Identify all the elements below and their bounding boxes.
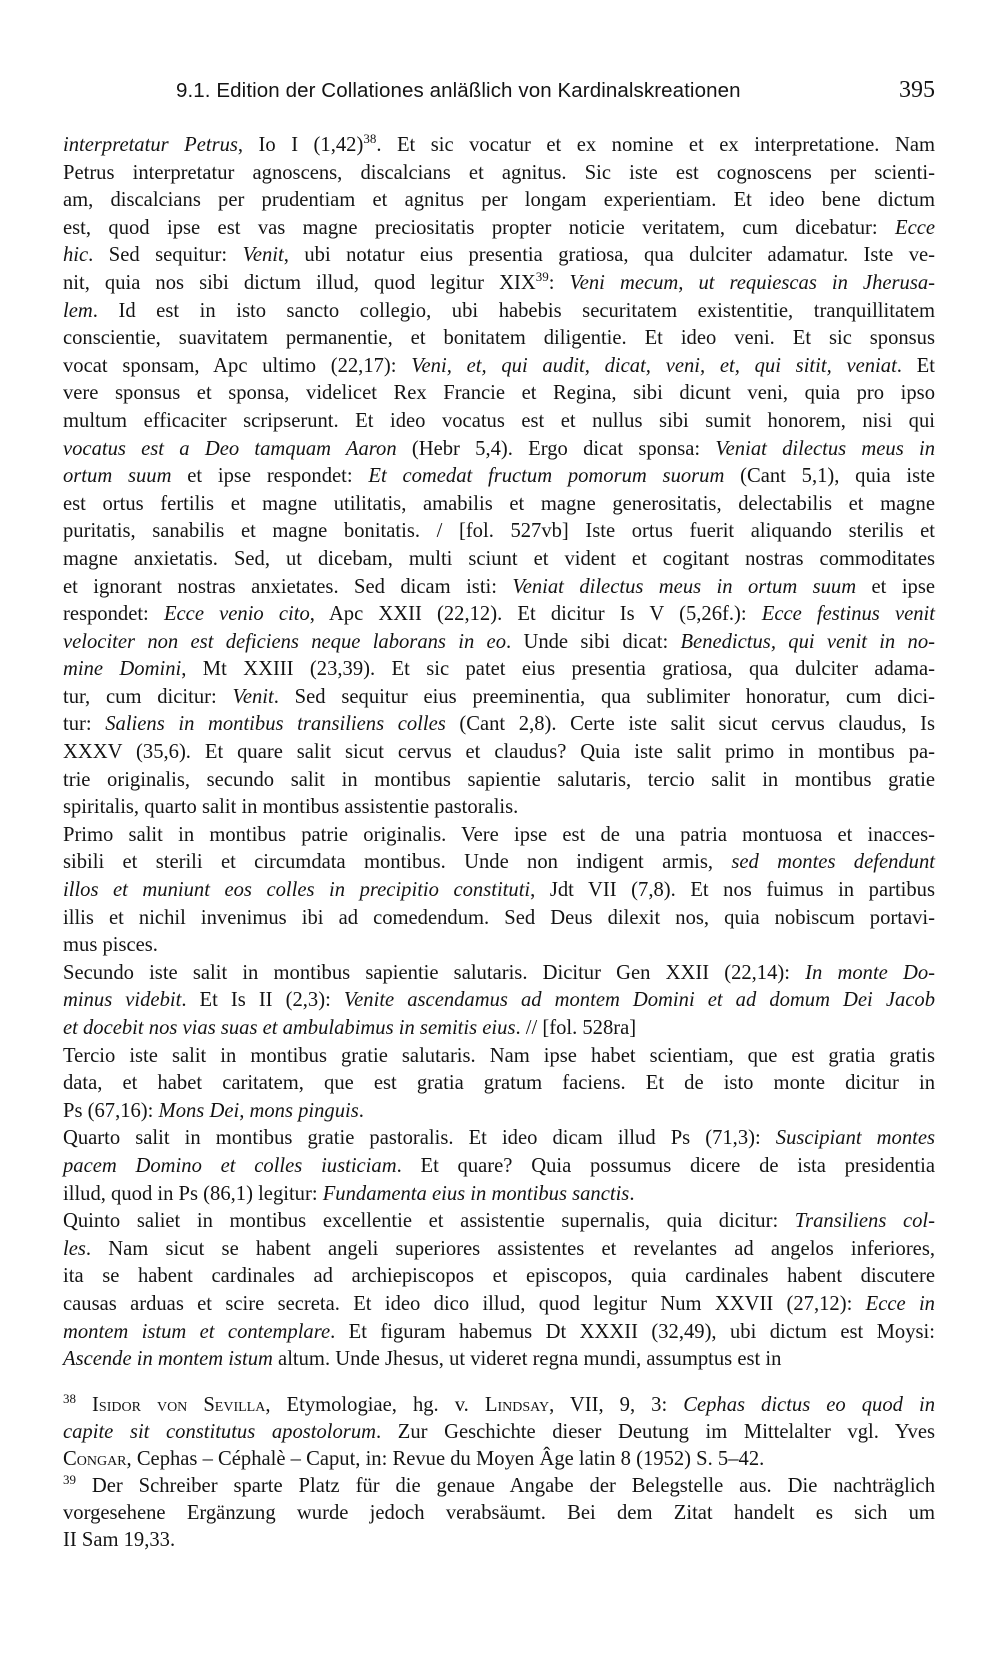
- footnote-line: [63, 1419, 935, 1446]
- text-segment: . Sed sequitur eius preeminentia, qua sublimiter honoratur, cum dici-: [273, 685, 935, 708]
- text-line: [63, 849, 935, 877]
- text-segment: . Et sic vocatur et ex nomine et ex interpretatione. Nam: [376, 134, 935, 156]
- italic-quotation: In monte Do-: [805, 961, 935, 984]
- text-line: [63, 877, 935, 905]
- text-line: [63, 822, 935, 850]
- text-line: [63, 160, 935, 188]
- footnote-line: [63, 1527, 935, 1554]
- text-line: [63, 325, 935, 353]
- footnotes: [63, 1392, 935, 1554]
- text-segment: illis et nichil invenimus ibi ad comedendum. Sed Deus dilexit nos, quia nobiscum portavi-: [63, 906, 935, 929]
- text-segment: (Hebr 5,4). Ergo dicat sponsa:: [396, 437, 716, 460]
- text-segment: (Cant 5,1), quia iste: [724, 465, 936, 488]
- text-segment: , Etymologiae, hg. v.: [265, 1394, 485, 1416]
- text-segment: [76, 1394, 92, 1416]
- text-segment: . Id est in isto sancto collegio, ubi habebis securitatem existentitie, tranquillitatem: [92, 299, 935, 322]
- text-segment: . Unde sibi dicat:: [506, 630, 681, 653]
- page-header: [63, 71, 935, 111]
- text-segment: , Mt XXIII (23,39). Et sic patet eius presentia gratiosa, qua dulciter adama-: [181, 658, 935, 681]
- text-segment: . Et Is II (2,3):: [181, 989, 344, 1012]
- footnote-line: [63, 1473, 935, 1500]
- text-segment: , Io I (1,42): [237, 134, 364, 156]
- italic-quotation: Veni, et, qui audit, dicat, veni, et, qui sitit, veniat: [411, 354, 897, 377]
- text-line: [63, 215, 935, 243]
- text-segment: , Jdt VII (7,8). Et nos fuimus in partibus: [530, 879, 935, 902]
- italic-quotation: illos et muniunt eos colles in precipitio constituti: [63, 879, 531, 902]
- text-line: [63, 546, 935, 574]
- text-segment: vocat sponsam, Apc ultimo (22,17):: [63, 354, 412, 377]
- text-line: [63, 380, 935, 408]
- italic-quotation: vocatus est a Deo tamquam Aaron: [63, 437, 397, 460]
- text-line: [63, 629, 935, 657]
- italic-quotation: Venite ascendamus ad montem Domini et ad domum Dei Jacob: [343, 989, 935, 1012]
- italic-quotation: Venit: [232, 685, 274, 708]
- text-segment: Primo salit in montibus patrie originalis. Vere ipse est de una patria montuosa et inacces-: [63, 823, 935, 846]
- italic-quotation: Mons Dei, mons pinguis: [158, 1099, 359, 1122]
- text-segment: Secundo iste salit in montibus sapientie salutaris. Dicitur Gen XXII (22,14):: [63, 961, 806, 984]
- text-segment: Quinto saliet in montibus excellentie et assistentie supernalis, quia dicitur:: [63, 1210, 795, 1233]
- text-line: [63, 684, 935, 712]
- footnote-marker: 39: [535, 269, 549, 285]
- italic-quotation: Fundamenta eius in montibus sanctis: [322, 1182, 630, 1205]
- italic-quotation: pacem Domino et colles iusticiam: [63, 1154, 397, 1177]
- text-line: [63, 1181, 935, 1209]
- italic-quotation: Et comedat fructum pomorum suorum: [368, 465, 725, 488]
- text-line: [63, 242, 935, 270]
- text-segment: . // [fol. 528ra]: [515, 1017, 637, 1039]
- text-line: [63, 767, 935, 795]
- text-line: [63, 1208, 935, 1236]
- italic-quotation: les: [63, 1237, 86, 1260]
- text-segment: . Zur Geschichte dieser Deutung im Mittelalter vgl. Yves: [376, 1421, 935, 1443]
- text-segment: Petrus interpretatur agnoscens, discalcians et agnitus. Sic iste est cognoscens per scienti-: [63, 161, 935, 184]
- text-segment: causas arduas et scire secreta. Et ideo dico illud, quod legitur Num XXVII (27,12):: [63, 1292, 866, 1315]
- italic-quotation: Cephas dictus eo quod in: [683, 1394, 935, 1416]
- italic-quotation: lem: [63, 299, 93, 322]
- text-segment: XXXV (35,6). Et quare salit sicut cervus et claudus? Quia iste salit primo in montibus pa-: [63, 741, 935, 764]
- text-segment: . Nam sicut se habent angeli superiores assistentes et revelantes ad angelos inferiores,: [85, 1237, 935, 1260]
- text-segment: (Cant 2,8). Certe iste salit sicut cervus claudus, Is: [445, 713, 935, 736]
- text-line: [63, 905, 935, 933]
- text-segment: ita se habent cardinales ad archiepiscopos et episcopos, quia cardinales habent discutere: [63, 1265, 935, 1288]
- text-segment: Der Schreiber sparte Platz für die genaue Angabe der Belegstelle aus. Die nachträglich: [76, 1475, 935, 1497]
- text-segment: :: [548, 271, 570, 294]
- text-segment: et ipse respondet:: [171, 465, 369, 488]
- text-segment: am, discalcians per prudentiam et agnitus per longam experientiam. Et ideo bene dictum: [63, 189, 935, 212]
- text-segment: magne anxietatis. Sed, ut dicebam, multi sciunt et vident et cogitant nostras commoditates: [63, 547, 935, 570]
- text-line: [63, 298, 935, 326]
- italic-quotation: Veniat dilectus meus in: [715, 437, 935, 460]
- text-line: [63, 1098, 935, 1126]
- italic-quotation: interpretatur Petrus: [63, 134, 238, 156]
- text-line: [63, 1125, 935, 1153]
- main-text: [63, 132, 935, 1374]
- text-line: [63, 601, 935, 629]
- text-segment: II Sam 19,33.: [63, 1529, 176, 1551]
- author-name: Lindsay: [484, 1394, 550, 1416]
- text-segment: . Sed sequitur:: [88, 244, 243, 267]
- italic-quotation: Benedictus, qui venit in no-: [680, 630, 935, 653]
- text-segment: .: [629, 1182, 635, 1205]
- text-segment: . Et quare? Quia possumus dicere de ista presidentia: [396, 1154, 935, 1177]
- italic-quotation: Ecce in: [865, 1292, 935, 1315]
- author-name: Congar: [63, 1448, 127, 1470]
- italic-quotation: capite sit constitutus apostolorum: [63, 1421, 376, 1443]
- text-segment: spiritalis, quarto salit in montibus assistentie pastoralis.: [63, 796, 519, 819]
- text-line: [63, 436, 935, 464]
- text-segment: et ignorant nostras anxietates. Sed dicam isti:: [63, 575, 513, 598]
- text-segment: est ortus fertilis et magne utilitatis, amabilis et magne generositatis, delectabilis et magne: [63, 492, 935, 515]
- text-segment: Ps (67,16):: [63, 1099, 159, 1122]
- italic-quotation: ortum suum: [63, 465, 172, 488]
- text-line: [63, 1263, 935, 1291]
- italic-quotation: minus videbit: [63, 989, 182, 1012]
- text-line: [63, 353, 935, 381]
- text-segment: est, quod ipse est vas magne preciositatis propter noticie veritatem, cum dicebatur:: [63, 216, 895, 239]
- text-line: [63, 960, 935, 988]
- text-segment: mus pisces.: [63, 934, 158, 957]
- footnote-line: [63, 1446, 935, 1473]
- text-line: [63, 132, 935, 160]
- text-line: [63, 656, 935, 684]
- text-segment: nit, quia nos sibi dictum illud, quod legitur XIX: [63, 271, 536, 294]
- text-line: [63, 932, 935, 960]
- italic-quotation: Venit: [242, 244, 284, 267]
- italic-quotation: mine Domini: [63, 658, 182, 681]
- text-line: [63, 1319, 935, 1347]
- text-line: [63, 463, 935, 491]
- text-segment: illud, quod in Ps (86,1) legitur:: [63, 1182, 323, 1205]
- text-segment: . Et figuram habemus Dt XXXII (32,49), ubi dictum est Moysi:: [330, 1320, 935, 1343]
- italic-quotation: Transiliens col-: [794, 1210, 935, 1233]
- text-segment: vere sponsus et sponsa, videlicet Rex Francie et Regina, sibi dicunt veni, quia pro ipso: [63, 382, 935, 405]
- author-name: Isidor von Sevilla: [92, 1394, 266, 1416]
- text-line: [63, 1043, 935, 1071]
- text-line: [63, 187, 935, 215]
- italic-quotation: Ecce: [894, 216, 935, 239]
- text-segment: .: [358, 1099, 364, 1122]
- footnote-marker: 39: [63, 1472, 76, 1488]
- italic-quotation: Saliens in montibus transiliens colles: [105, 713, 446, 736]
- footnote-line: [63, 1500, 935, 1527]
- text-line: [63, 1291, 935, 1319]
- italic-quotation: Veni mecum, ut requiescas in Jherusa-: [569, 271, 935, 294]
- text-segment: respondet:: [63, 603, 164, 626]
- text-segment: , ubi notatur eius presentia gratiosa, qua dulciter adamatur. Iste ve-: [283, 244, 935, 267]
- italic-quotation: Ecce venio cito: [163, 603, 310, 626]
- text-line: [63, 794, 935, 822]
- text-segment: Tercio iste salit in montibus gratie salutaris. Nam ipse habet scientiam, que est gratia gratis: [63, 1044, 935, 1067]
- italic-quotation: Ecce festinus venit: [761, 603, 936, 626]
- italic-quotation: Veniat dilectus meus in ortum suum: [512, 575, 857, 598]
- footnote-marker: 38: [363, 131, 377, 147]
- footnote-marker: 38: [63, 1391, 76, 1407]
- italic-quotation: montem istum et contemplare: [63, 1320, 331, 1343]
- text-segment: data, et habet caritatem, que est gratia gratum faciens. Et de isto monte dicitur in: [63, 1072, 935, 1095]
- text-segment: puritatis, sanabilis et magne bonitatis. / [fol. 527vb] Iste ortus fuerit aliquando sterilis et: [63, 520, 935, 543]
- text-segment: conscientie, suavitatem permanentie, et bonitatem diligentie. Et ideo veni. Et sic sponsus: [63, 327, 935, 350]
- text-line: [63, 711, 935, 739]
- page-number: 395: [899, 77, 935, 103]
- text-line: [63, 491, 935, 519]
- text-line: [63, 987, 935, 1015]
- italic-quotation: et docebit nos vias suas et ambulabimus in semitis eius: [63, 1017, 516, 1039]
- text-segment: sibili et sterili et circumdata montibus. Unde non indigent armis,: [63, 851, 732, 874]
- text-segment: . Et: [896, 354, 935, 377]
- text-segment: vorgesehene Ergänzung wurde jedoch verabsäumt. Bei dem Zitat handelt es sich um: [63, 1502, 935, 1524]
- text-segment: tur:: [63, 713, 106, 736]
- text-segment: et ipse: [856, 575, 935, 598]
- italic-quotation: hic: [63, 244, 89, 267]
- italic-quotation: velociter non est deficiens neque laborans in eo: [63, 630, 506, 653]
- text-segment: , Apc XXII (22,12). Et dicitur Is V (5,26f.):: [309, 603, 762, 626]
- text-line: [63, 574, 935, 602]
- text-line: [63, 1015, 935, 1043]
- text-line: [63, 270, 935, 298]
- text-line: [63, 739, 935, 767]
- text-line: [63, 1153, 935, 1181]
- text-segment: Quarto salit in montibus gratie pastoralis. Et ideo dicam illud Ps (71,3):: [63, 1127, 776, 1150]
- text-line: [63, 518, 935, 546]
- text-line: [63, 1346, 935, 1374]
- text-segment: trie originalis, secundo salit in montibus sapientie salutaris, tercio salit in montibus gratie: [63, 768, 935, 791]
- running-title: 9.1. Edition der Collationes anläßlich von Kardinalskreationen: [176, 79, 741, 102]
- italic-quotation: Ascende in montem istum: [63, 1348, 273, 1371]
- text-segment: tur, cum dicitur:: [63, 685, 233, 708]
- text-segment: , Cephas – Céphalè – Caput, in: Revue du Moyen Âge latin 8 (1952) S. 5–42.: [126, 1448, 765, 1470]
- italic-quotation: sed montes defendunt: [731, 851, 935, 874]
- footnote-line: [63, 1392, 935, 1419]
- text-line: [63, 1070, 935, 1098]
- text-segment: , VII, 9, 3:: [549, 1394, 684, 1416]
- italic-quotation: Suscipiant montes: [775, 1127, 935, 1150]
- text-line: [63, 408, 935, 436]
- text-segment: altum. Unde Jhesus, ut videret regna mundi, assumptus est in: [272, 1348, 782, 1371]
- text-line: [63, 1236, 935, 1264]
- text-segment: multum efficaciter scripserunt. Et ideo vocatus est et nullus sibi sumit honorem, nisi qui: [63, 409, 935, 432]
